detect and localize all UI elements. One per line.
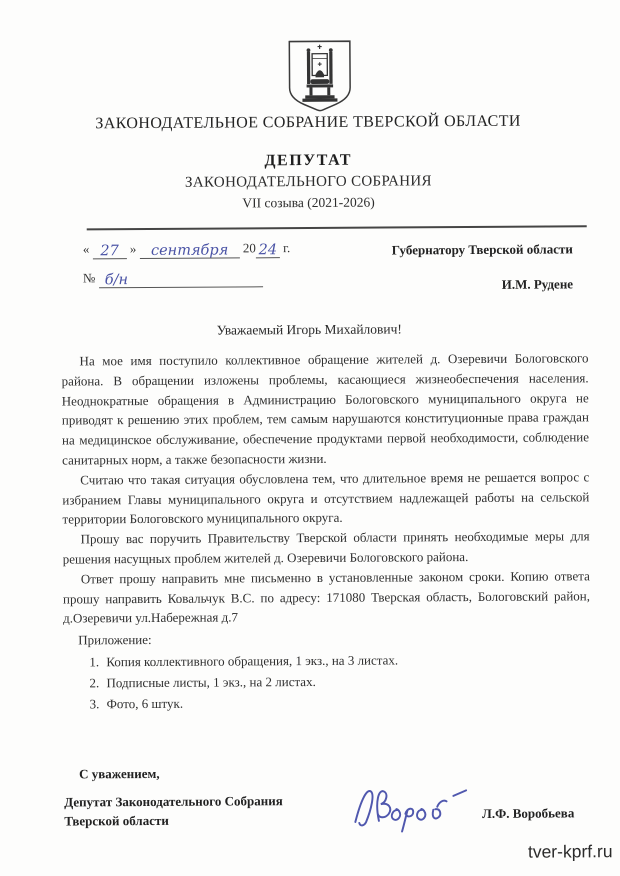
close-quote: »	[129, 241, 137, 257]
attachment-item: 1. Копия коллективного обращения, 1 экз., на 3 листах.	[102, 649, 398, 672]
letterhead-divider	[87, 225, 587, 230]
letter-body	[61, 348, 590, 628]
date-line	[83, 240, 290, 259]
greeting: Уважаемый Игорь Михайлович!	[216, 321, 402, 338]
body-paragraph-2: Считаю что такая ситуация обусловлена тем, что длительное время не решается вопрос с избранием Главы муниципального округа и отсутствием надлежащей работы на сельской территории Бологовского муниципального округа.	[62, 469, 590, 527]
letterhead-title-deputy: ДЕПУТАТ	[264, 151, 353, 170]
number-line	[83, 269, 290, 288]
reference-block	[83, 240, 291, 288]
signer-title	[64, 791, 283, 830]
attachments-list	[78, 649, 398, 714]
signer-name: Л.Ф. Воробьева	[482, 805, 575, 821]
body-paragraph-1: На мое имя поступило коллективное обращение жителей д. Озеревичи Бологовского района. В обращении изложены проблемы, касающиеся жизнеобеспечения населения. Неоднократные обращения в Администрацию Бологовского муниципального округа не приводят к решению этих проблем, тем самым нарушаются конституционные права граждан на медицинское обслуживание, обеспечение продуктами первой необходимости, соблюдение санитарных норм, а также безопасности жизни.	[61, 350, 590, 468]
tver-coat-of-arms-icon	[285, 38, 355, 113]
body-paragraph-3: Прошу вас поручить Правительству Тверской области принять необходимые меры для решения насущных проблем жителей д. Озеревичи Бологовского района.	[62, 528, 590, 567]
body-paragraph-4: Ответ прошу направить мне письменно в установленные законом сроки. Копию ответа прошу направить Ковальчук В.С. по адресу: 171080 Тверская область, Бологовский район, д.Озеревичи ул.Набережная д.7	[62, 568, 591, 626]
addressee-position: Губернатору Тверской области	[391, 241, 573, 258]
handwritten-day: 27	[93, 244, 127, 259]
attachment-item: 2. Подписные листы, 1 экз., на 2 листах.	[102, 670, 398, 693]
signer-title-line2: Тверской области	[64, 812, 169, 829]
attachments-block	[78, 627, 398, 714]
organization-name: ЗАКОНОДАТЕЛЬНОЕ СОБРАНИЕ ТВЕРСКОЙ ОБЛАСТИ	[95, 112, 521, 133]
attachments-label: Приложение:	[78, 631, 152, 648]
letterhead-title-assembly: ЗАКОНОДАТЕЛЬНОГО СОБРАНИЯ	[184, 173, 432, 191]
century-prefix: 20	[242, 240, 256, 256]
handwritten-signature-icon	[345, 781, 473, 836]
year-suffix: г.	[283, 240, 291, 256]
site-watermark: tver-kprf.ru	[527, 841, 613, 862]
attachment-item: 3. Фото, 6 штук.	[103, 691, 399, 714]
handwritten-month: сентября	[140, 243, 240, 259]
addressee-name: И.М. Рудене	[501, 276, 574, 292]
handwritten-year: 24	[256, 243, 280, 258]
closing-salutation: С уважением,	[79, 765, 160, 782]
addressee-block	[392, 241, 573, 293]
open-quote: «	[82, 241, 90, 257]
number-label: №	[82, 270, 96, 286]
signer-title-line1: Депутат Законодательного Собрания	[64, 793, 283, 810]
handwritten-number: б/н	[99, 272, 263, 288]
letterhead-convocation: VII созыва (2021-2026)	[242, 194, 375, 211]
